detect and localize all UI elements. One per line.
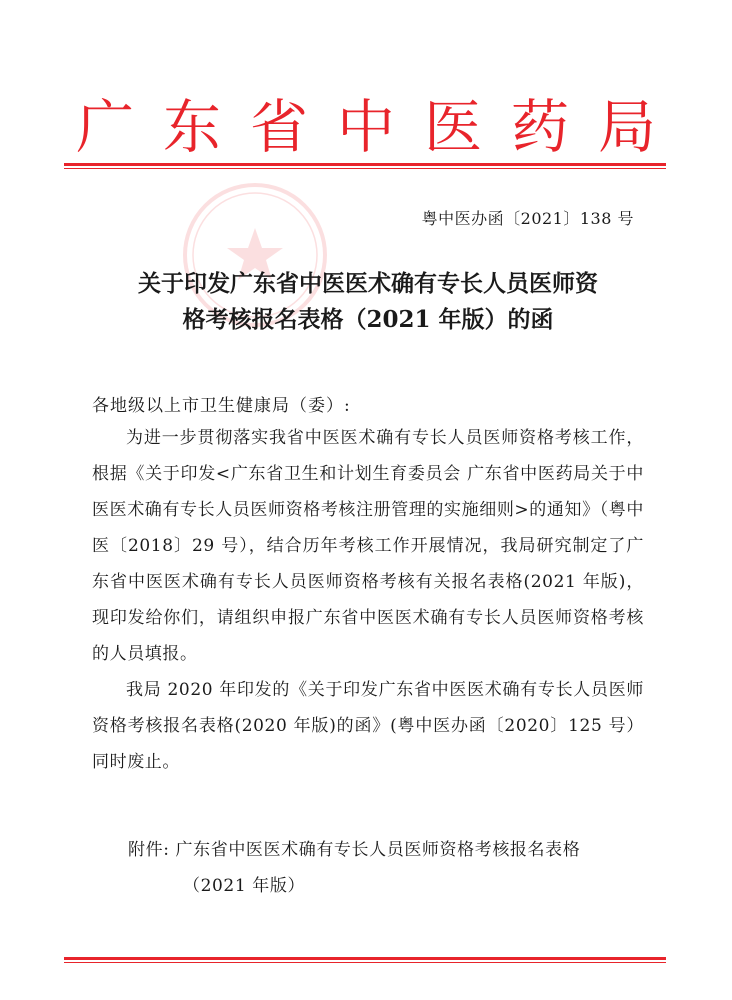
attachment-line: （2021 年版） xyxy=(183,876,306,896)
body-paragraph: 为进一步贯彻落实我省中医医术确有专长人员医师资格考核工作，根据《关于印发<广东省卫生和计划生育委员会 广东省中医药局关于中医医术确有专长人员医师资格考核注册管理的实施细则>的通知》（粤中医〔2018〕29 号），结合历年考核工作开展情况，我局研究制定了广东省中医医术确有专长人员医师资格考核有关报名表格(2021 年版)，现印发给你们，请组织申报广东省中医医术确有专长人员医师资格考核的人员填报。 xyxy=(92,428,644,664)
letterhead-char: 局 xyxy=(597,93,656,161)
document-title-line: 关于印发广东省中医医术确有专长人员医师资 xyxy=(138,270,598,297)
footer-divider xyxy=(64,957,666,963)
letterhead-divider xyxy=(64,163,666,169)
letterhead-char: 广 xyxy=(75,93,134,161)
document-title-line: 格考核报名表格（2021 年版）的函 xyxy=(182,306,554,333)
attachment-line: 附件: 广东省中医医术确有专长人员医师资格考核报名表格 xyxy=(128,840,581,860)
letterhead-char: 省 xyxy=(249,93,308,161)
document-number: 粤中医办函〔2021〕138 号 xyxy=(421,209,634,228)
letterhead-char: 医 xyxy=(423,93,482,161)
document-body xyxy=(92,420,644,780)
body-paragraph: 我局 2020 年印发的《关于印发广东省中医医术确有专长人员医师资格考核报名表格(2020 年版)的函》(粤中医办函〔2020〕125 号）同时废止。 xyxy=(92,680,644,772)
letterhead-char: 东 xyxy=(162,93,221,161)
attachment-note xyxy=(128,832,648,904)
addressee: 各地级以上市卫生健康局（委）: xyxy=(92,396,351,416)
document-title xyxy=(78,266,658,338)
letterhead-char: 药 xyxy=(510,93,569,161)
letterhead-title xyxy=(70,92,662,162)
letterhead-char: 中 xyxy=(336,93,395,161)
